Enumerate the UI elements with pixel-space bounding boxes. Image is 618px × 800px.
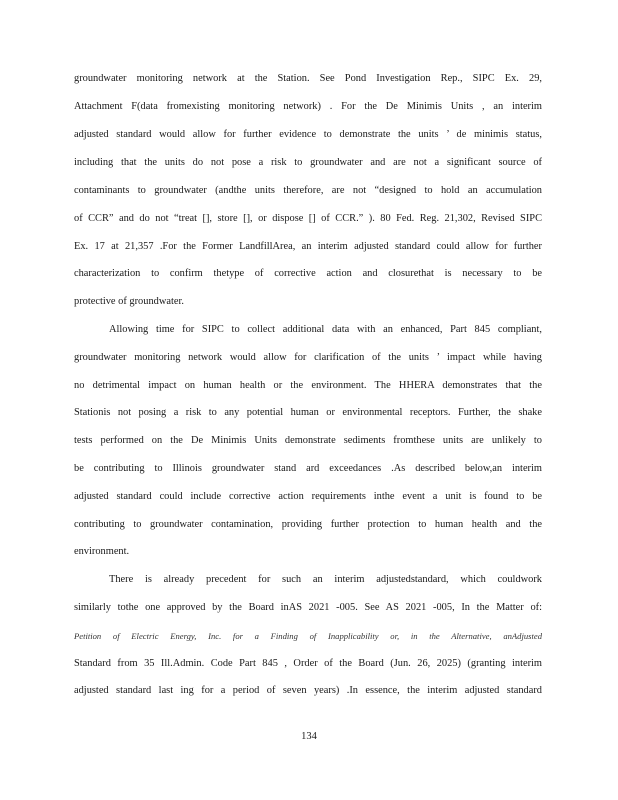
text-line: adjusted standard could include corrective action requirements inthe event a unit is found to be [74, 491, 542, 502]
text-line: groundwater monitoring network at the Station. See Pond Investigation Rep., SIPC Ex. 29, [74, 73, 542, 84]
citation-line: Petition of Electric Energy, Inc. for a Finding of Inapplicability or, in the Alternative, anAdjusted [74, 631, 542, 641]
text-line: of CCR” and do not “treat [], store [], or dispose [] of CCR.” ). 80 Fed. Reg. 21,302, Revised SIPC [74, 213, 542, 224]
text-line: characterization to confirm thetype of corrective action and closurethat is necessary to be [74, 268, 542, 279]
text-line: adjusted standard last ing for a period of seven years) .In essence, the interim adjusted standard [74, 685, 542, 696]
text-line: Standard from 35 Ill.Admin. Code Part 845 , Order of the Board (Jun. 26, 2025) (granting interim [74, 658, 542, 669]
text-line: no detrimental impact on human health or the environment. The HHERA demonstrates that the [74, 380, 542, 391]
paragraph-first-line: There is already precedent for such an interim adjustedstandard, which couldwork [109, 574, 542, 585]
page-number: 134 [301, 731, 317, 742]
text-line: be contributing to Illinois groundwater stand ard exceedances .As described below,an interim [74, 463, 542, 474]
text-line: environment. [74, 546, 130, 557]
text-line: contributing to groundwater contamination, providing further protection to human health and the [74, 519, 542, 530]
text-line: adjusted standard would allow for further evidence to demonstrate the units ’ de minimis status, [74, 129, 542, 140]
paragraph-first-line: Allowing time for SIPC to collect additional data with an enhanced, Part 845 compliant, [109, 324, 542, 335]
text-line: tests performed on the De Minimis Units demonstrate sediments fromthese units are unlikely to [74, 435, 542, 446]
text-line: protective of groundwater. [74, 296, 184, 307]
text-line: contaminants to groundwater (andthe units therefore, are not “designed to hold an accumulation [74, 185, 542, 196]
text-line: groundwater monitoring network would allow for clarification of the units ’ impact while having [74, 352, 542, 363]
text-line: Attachment F(data fromexisting monitoring network) . For the De Minimis Units , an interim [74, 101, 542, 112]
text-line: including that the units do not pose a risk to groundwater and are not a significant source of [74, 157, 542, 168]
text-line: Stationis not posing a risk to any potential human or environmental receptors. Further, the shake [74, 407, 542, 418]
text-line: similarly tothe one approved by the Board inAS 2021 -005. See AS 2021 -005, In the Matter of: [74, 602, 542, 613]
text-line: Ex. 17 at 21,357 .For the Former LandfillArea, an interim adjusted standard could allow for further [74, 241, 542, 252]
